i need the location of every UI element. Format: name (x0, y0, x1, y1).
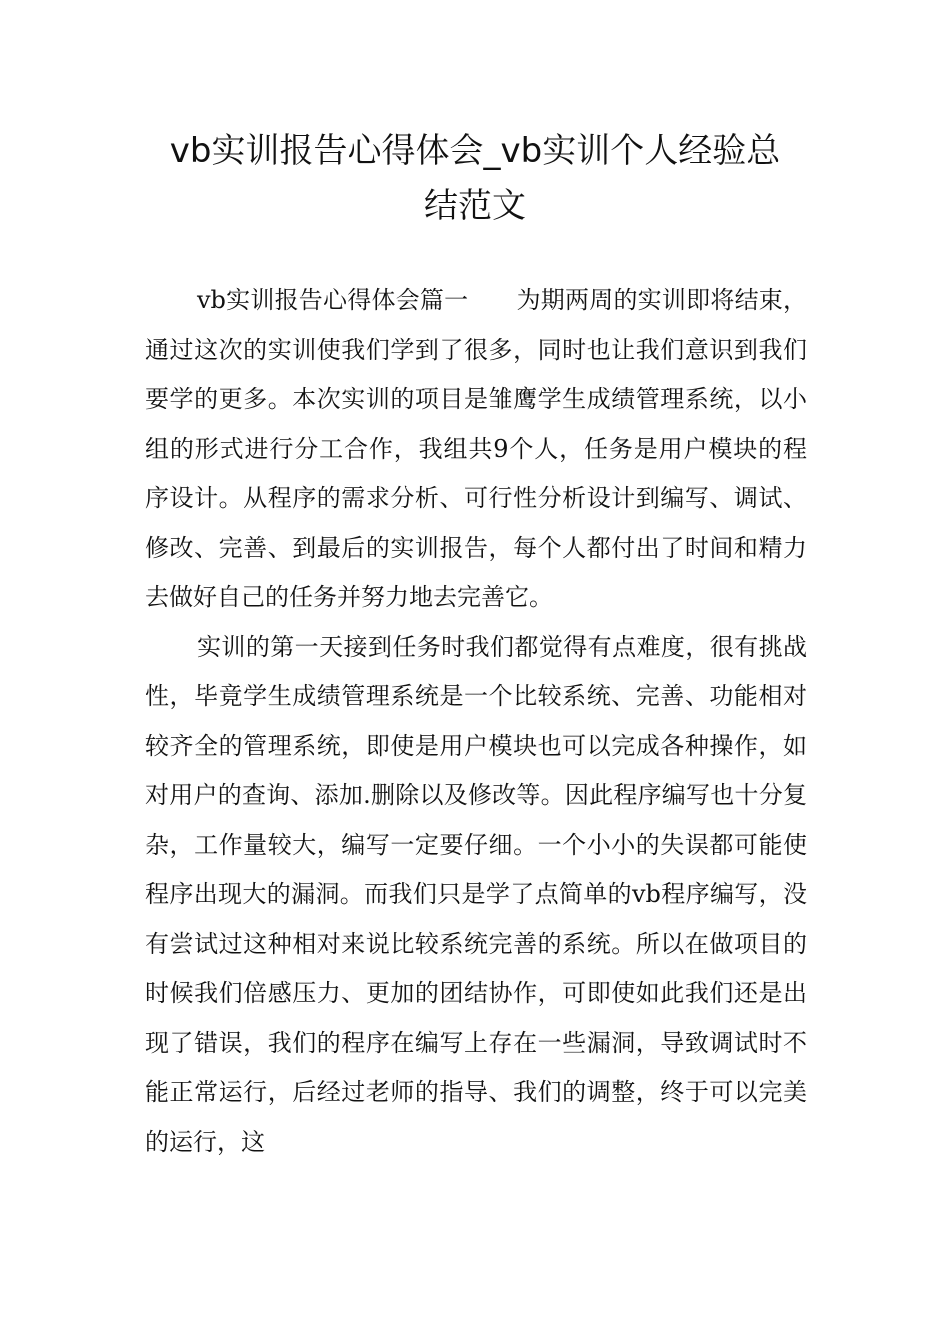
document-body (145, 276, 807, 1167)
document-title-line-2: 结范文 (424, 186, 526, 226)
paragraph-2-text: 实训的第一天接到任务时我们都觉得有点难度，很有挑战性，毕竟学生成绩管理系统是一个比较系统、完善、功能相对较齐全的管理系统，即使是用户模块也可以完成各种操作，如对用户的查询、添加.删除以及修改等。因此程序编写也十分复杂，工作量较大，编写一定要仔细。一个小小的失误都可能使程序出现大的漏洞。而我们只是学了点简单的vb程序编写，没有尝试过这种相对来说比较系统完善的系统。所以在做项目的时候我们倍感压力、更加的团结协作，可即使如此我们还是出现了错误，我们的程序在编写上存在一些漏洞，导致调试时不能正常运行，后经过老师的指导、我们的调整，终于可以完美的运行，这 (145, 632, 807, 1156)
paragraph-1 (145, 276, 807, 623)
paragraph-1-text: 为期两周的实训即将结束，通过这次的实训使我们学到了很多，同时也让我们意识到我们要学的更多。本次实训的项目是雏鹰学生成绩管理系统，以小组的形式进行分工合作，我组共9个人，任务是用户模块的程序设计。从程序的需求分析、可行性分析设计到编写、调试、修改、完善、到最后的实训报告，每个人都付出了时间和精力去做好自己的任务并努力地去完善它。 (145, 286, 808, 611)
document-title (120, 124, 830, 234)
document-title-line-1: vb实训报告心得体会_vb实训个人经验总 (169, 131, 781, 171)
paragraph-1-lead: vb实训报告心得体会篇一 (197, 286, 469, 314)
paragraph-2 (145, 623, 807, 1168)
